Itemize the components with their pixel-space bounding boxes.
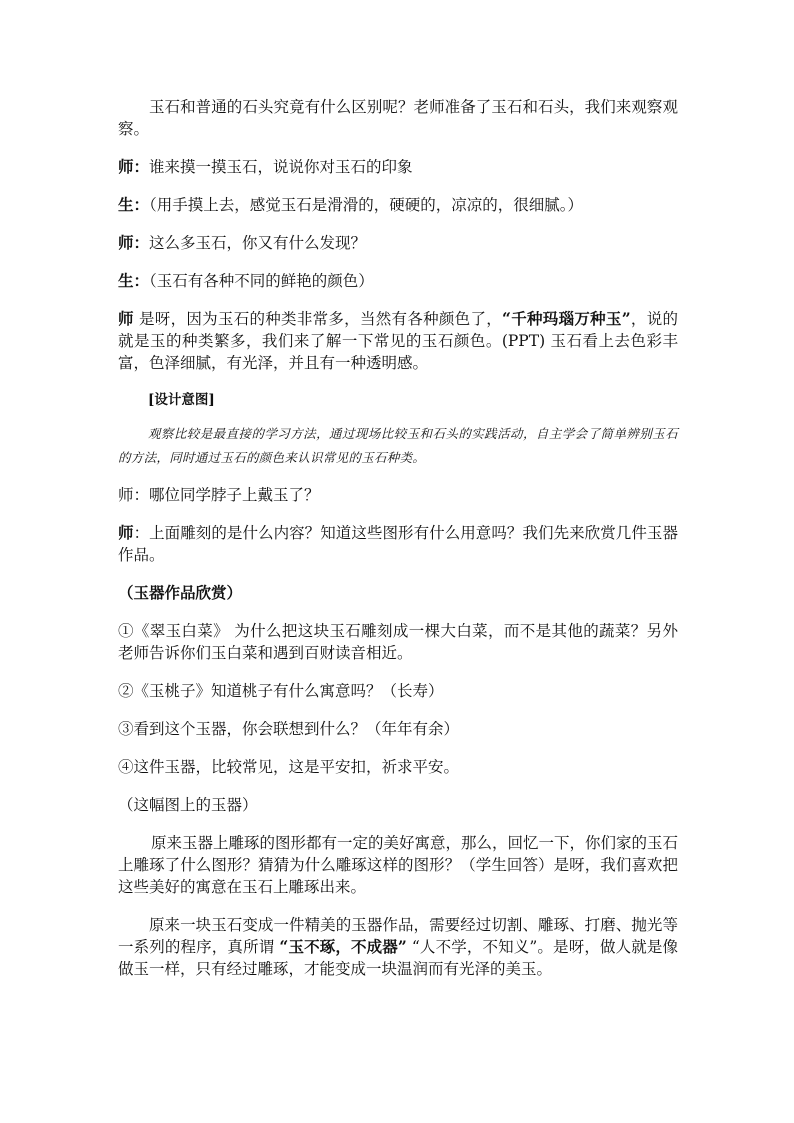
- speaker-label: 生：: [118, 195, 150, 214]
- speaker-label: 生：: [118, 271, 150, 290]
- design-intent-title: [设计意图]: [148, 392, 215, 408]
- design-intent-body: 观察比较是最直接的学习方法，通过现场比较玉和石头的实践活动，自主学会了简单辨别玉石的方法，同时通过玉石的颜色来认识常见的玉石种类。: [118, 426, 678, 465]
- paragraph-text: 原来一块玉石变成一件精美的玉器作品，需要经过切割、雕琢、打磨、抛光等一系列的程序，真所谓: [118, 916, 678, 956]
- dialogue-text: 谁来摸一摸玉石，说说你对玉石的印象: [149, 158, 413, 176]
- dialogue-text: ：上面雕刻的是什么内容？知道这些图形有什么用意吗？我们先来欣赏几件玉器作品。: [118, 524, 678, 564]
- bold-phrase: “千种玛瑙万种玉”: [502, 309, 631, 328]
- speaker-label: 师：: [118, 233, 150, 252]
- dialogue-student-2: [118, 270, 678, 292]
- list-item: ①《翠玉白菜》 为什么把这块玉石雕刻成一棵大白菜，而不是其他的蔬菜？另外老师告诉你们玉白菜和遇到百财读音相近。: [118, 622, 678, 662]
- list-item: ②《玉桃子》知道桃子有什么寓意吗？（长寿）: [118, 682, 444, 700]
- speaker-label: 师: [118, 523, 134, 542]
- intro-paragraph: 玉石和普通的石头究竟有什么区别呢？老师准备了玉石和石头，我们来观察观察。: [118, 98, 678, 138]
- dialogue-student-1: [118, 194, 678, 216]
- document-page: [118, 96, 678, 996]
- dialogue-teacher-2: [118, 232, 678, 254]
- list-item: ③看到这个玉器，你会联想到什么？（年年有余）: [118, 720, 460, 738]
- dialogue-teacher-5: [118, 522, 678, 566]
- dialogue-teacher-4: 师：哪位同学脖子上戴玉了？: [118, 486, 320, 504]
- list-item: ④这件玉器，比较常见，这是平安扣，祈求平安。: [118, 758, 460, 776]
- section-title: （玉器作品欣赏）: [118, 583, 243, 602]
- dialogue-teacher-1: [118, 156, 678, 178]
- speaker-label: 师：: [118, 157, 150, 176]
- dialogue-text: （玉石有各种不同的鲜艳的颜色）: [149, 272, 374, 290]
- dialogue-text: 这么多玉石，你又有什么发现？: [149, 234, 367, 252]
- dialogue-text: （用手摸上去，感觉玉石是滑滑的，硬硬的，凉凉的，很细腻。）: [149, 196, 584, 214]
- paragraph-text: “人不学，不知义”。是呀，做人就是像做玉一样，只有经过雕琢，才能变成一块温润而有光泽的美玉。: [118, 938, 678, 978]
- dialogue-teacher-3: [118, 308, 678, 374]
- speaker-label: 师: [118, 309, 134, 328]
- dialogue-text: 是呀，因为玉石的种类非常多，当然有各种颜色了，: [133, 310, 503, 328]
- summary-paragraph-1: 原来玉器上雕琢的图形都有一定的美好寓意，那么，回忆一下，你们家的玉石上雕琢了什么图形？猜猜为什么雕琢这样的图形？（学生回答）是呀，我们喜欢把这些美好的寓意在玉石上雕琢出来。: [118, 834, 679, 896]
- dialogue-text: ，说的就是玉的种类繁多，我们来了解一下常见的玉石颜色。(PPT) 玉石看上去色彩丰富，色泽细腻，有光泽，并且有一种透明感。: [118, 310, 678, 372]
- summary-paragraph-2: [118, 914, 678, 980]
- bold-phrase: “玉不琢，不成器”: [279, 937, 407, 956]
- image-note: （这幅图上的玉器）: [118, 796, 258, 814]
